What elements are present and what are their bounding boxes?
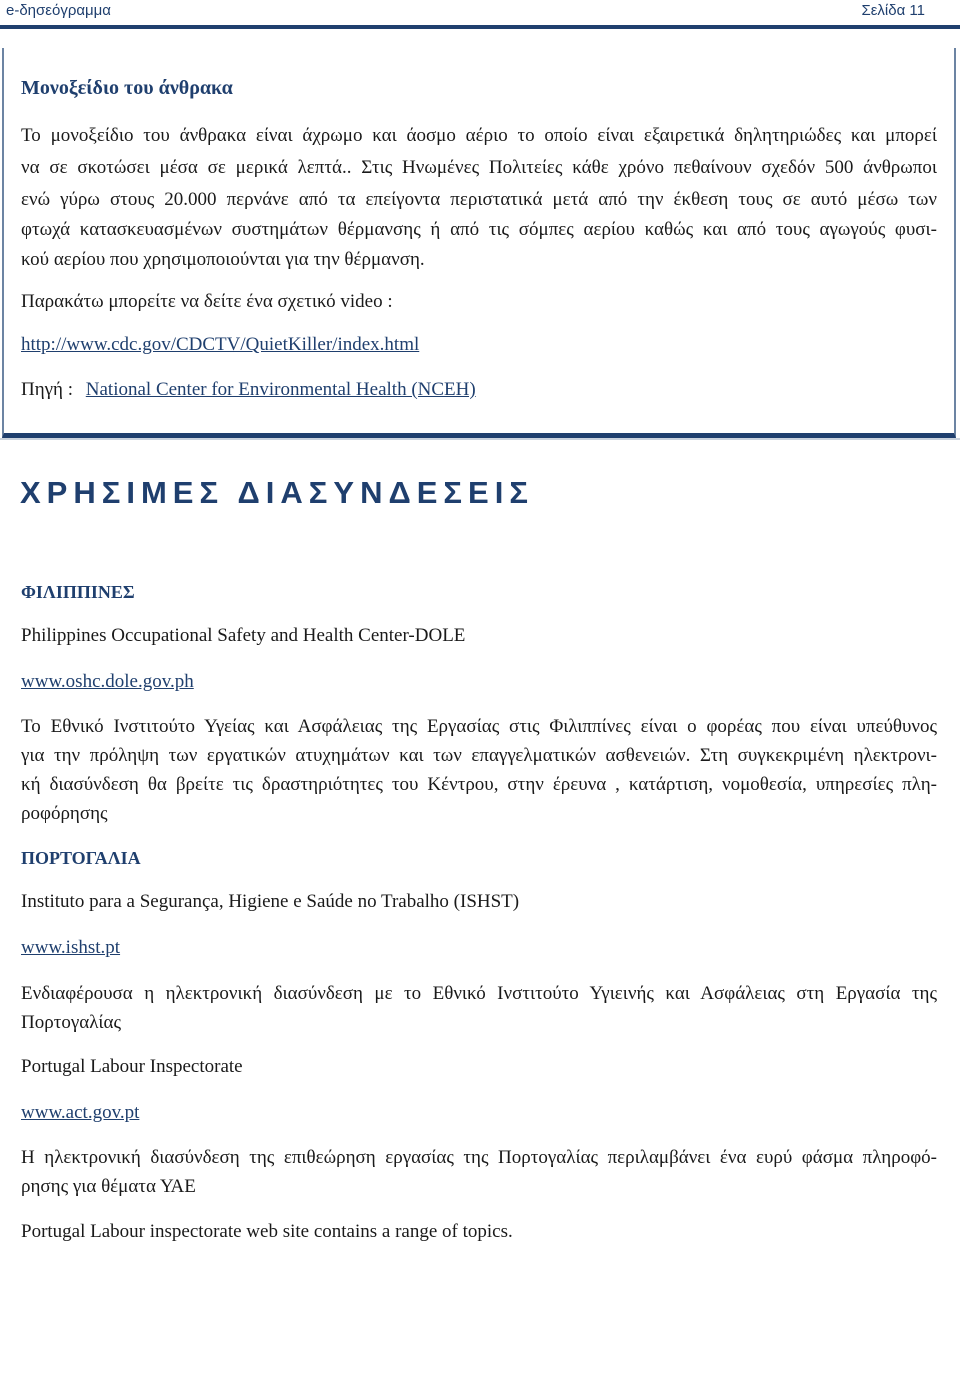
article-line-1: Το μονοξείδιο του άνθρακα είναι άχρωμο και άοσμο αέριο το οποίο είναι εξαιρετικά δηλητηριώδες και μπορεί	[21, 125, 937, 146]
video-link[interactable]: http://www.cdc.gov/CDCTV/QuietKiller/index.html	[21, 334, 420, 355]
useful-links-heading: ΧΡΗΣΙΜΕΣ ΔΙΑΣΥΝΔΕΣΕΙΣ	[20, 475, 534, 510]
page-number: Σελίδα 11	[861, 2, 925, 19]
portugal-org-1: Instituto para a Segurança, Higiene e Saúde no Trabalho (ISHST)	[21, 891, 520, 912]
portugal-note: Portugal Labour inspectorate web site contains a range of topics.	[21, 1221, 513, 1242]
country-philippines: ΦΙΛΙΠΠΙΝΕΣ	[21, 582, 135, 602]
source-link[interactable]: National Center for Environmental Health (NCEH)	[85, 379, 476, 400]
portugal-desc-2-line-2: ρησης για θέματα ΥΑΕ	[21, 1176, 196, 1197]
portugal-desc-1-line-2: Πορτογαλίας	[21, 1012, 121, 1033]
philippines-desc-line-2: για την πρόληψη των εργατικών ατυχημάτων και των επαγγελματικών ασθενειών. Στη συγκεκριμένη ηλεκτρονι-	[21, 745, 937, 766]
article-line-5: κού αερίου που χρησιμοποιούνται για την θέρμανση.	[21, 249, 425, 270]
article-title: Μονοξείδιο του άνθρακα	[21, 77, 233, 99]
portugal-url-2-link[interactable]: www.act.gov.pt	[21, 1102, 140, 1123]
article-line-3: ενώ γύρω στους 20.000 περνάνε από τα επείγοντα περιστατικά μετά από την έκθεση τους σε αυτό μέσω των	[21, 189, 937, 210]
portugal-url-1-link[interactable]: www.ishst.pt	[21, 937, 121, 958]
article-line-4: φτωχά κατασκευασμένων συστημάτων θέρμανσης ή από τις σόμπες αερίου καθώς και από τους αγωγούς φυσι-	[21, 219, 937, 240]
newsletter-name: e-δησεόγραμμα	[6, 2, 111, 19]
source-label: Πηγή :	[21, 379, 74, 400]
portugal-desc-1-line-1: Ενδιαφέρουσα η ηλεκτρονική διασύνδεση με το Εθνικό Ινστιτούτο Υγιεινής και Ασφάλειας στη Εργασία της	[21, 983, 937, 1004]
article-line-2: να σε σκοτώσει μέσα σε μερικά λεπτά.. Στις Ηνωμένες Πολιτείες κάθε χρόνο πεθαίνουν σχεδόν 500 άνθρωποι	[21, 157, 937, 178]
philippines-desc-line-3: κή διασύνδεση θα βρείτε τις δραστηριότητες του Κέντρου, στην έρευνα , κατάρτιση, νομοθεσία, υπηρεσίες πλη-	[21, 774, 937, 795]
source-line	[21, 378, 476, 402]
header-divider	[0, 25, 960, 29]
philippines-desc-line-1: Το Εθνικό Ινστιτούτο Υγείας και Ασφάλειας της Εργασίας στις Φιλιππίνες είναι ο φορέας που είναι υπεύθυνος	[21, 716, 937, 737]
philippines-org-name: Philippines Occupational Safety and Health Center-DOLE	[21, 625, 466, 646]
video-intro-text: Παρακάτω μπορείτε να δείτε ένα σχετικό video :	[21, 291, 393, 312]
country-portugal: ΠΟΡΤΟΓΑΛΙΑ	[21, 848, 141, 868]
philippines-desc-line-4: ροφόρησης	[21, 803, 108, 824]
portugal-desc-2-line-1: Η ηλεκτρονική διασύνδεση της επιθεώρηση εργασίας της Πορτογαλίας περιλαμβάνει ένα ευρύ φάσμα πληροφό-	[21, 1147, 937, 1168]
page-header	[0, 0, 960, 24]
article-box-shadow	[0, 438, 960, 440]
philippines-url-link[interactable]: www.oshc.dole.gov.ph	[21, 671, 194, 692]
portugal-org-2: Portugal Labour Inspectorate	[21, 1056, 243, 1077]
